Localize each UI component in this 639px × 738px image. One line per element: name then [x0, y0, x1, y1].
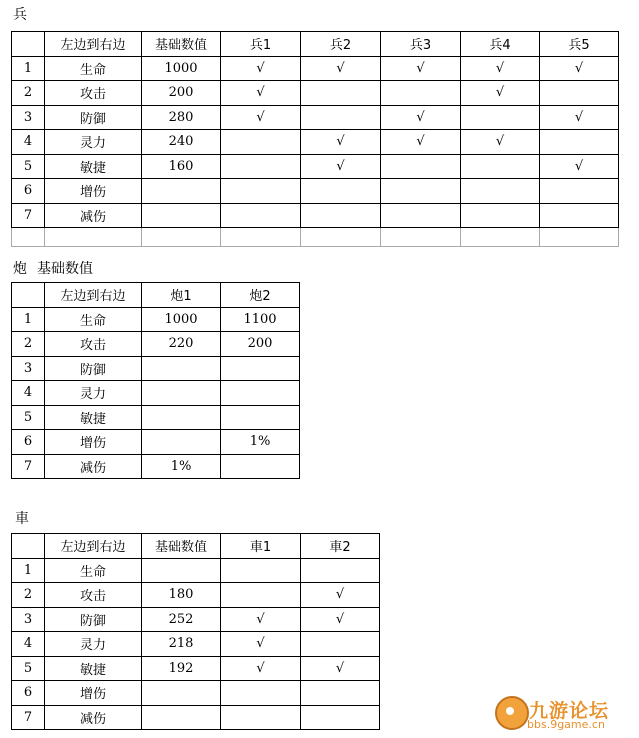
column-header: 兵2	[301, 32, 381, 57]
row-index: 4	[12, 381, 45, 406]
header-row	[12, 534, 380, 559]
table-cell: √	[221, 632, 301, 657]
table-cell: 1100	[221, 307, 300, 332]
table-cell	[461, 179, 540, 204]
row-label: 灵力	[45, 130, 142, 155]
table-cell	[540, 130, 619, 155]
row-label: 生命	[45, 56, 142, 81]
table-row	[12, 179, 619, 204]
table-cell	[142, 356, 221, 381]
table-row	[12, 583, 380, 608]
table-cell: √	[221, 656, 301, 681]
header-row	[12, 32, 619, 57]
table-cell	[221, 203, 301, 228]
table-cell	[142, 705, 221, 730]
table-row	[12, 430, 300, 455]
table-cell: √	[301, 583, 380, 608]
table-cell: 220	[142, 332, 221, 357]
table-cell: √	[381, 56, 461, 81]
row-label: 生命	[45, 558, 142, 583]
column-header: 兵1	[221, 32, 301, 57]
table-cell: √	[301, 56, 381, 81]
table-row	[12, 558, 380, 583]
row-index: 6	[12, 430, 45, 455]
table-cell: 180	[142, 583, 221, 608]
table-cell	[142, 179, 221, 204]
chariot-table	[11, 533, 380, 730]
row-index: 5	[12, 405, 45, 430]
row-label: 敏捷	[45, 154, 142, 179]
table-cell: √	[540, 56, 619, 81]
table-cell: √	[221, 56, 301, 81]
table-cell	[301, 632, 380, 657]
table-cell	[221, 454, 300, 479]
empty-cell	[12, 228, 45, 247]
table-cell	[142, 203, 221, 228]
table-cell	[142, 381, 221, 406]
row-index: 7	[12, 705, 45, 730]
empty-cell	[461, 228, 540, 247]
row-label: 攻击	[45, 332, 142, 357]
table-cell: √	[381, 130, 461, 155]
table-cell: 200	[142, 81, 221, 106]
column-header	[12, 534, 45, 559]
row-label: 减伤	[45, 203, 142, 228]
table-row	[12, 105, 619, 130]
row-label: 攻击	[45, 81, 142, 106]
column-header: 左边到右边	[45, 283, 142, 308]
table-cell: 1%	[142, 454, 221, 479]
table-row	[12, 130, 619, 155]
cannon-table	[11, 282, 300, 479]
table-cell	[540, 179, 619, 204]
column-header: 車1	[221, 534, 301, 559]
section2-subtitle: 基础数值	[37, 261, 93, 277]
column-header: 基础数值	[142, 534, 221, 559]
table-cell: 280	[142, 105, 221, 130]
table-cell: √	[381, 105, 461, 130]
table-cell	[301, 681, 380, 706]
header-row	[12, 283, 300, 308]
empty-cell	[221, 228, 301, 247]
row-index: 3	[12, 607, 45, 632]
watermark-name: 九游论坛	[529, 700, 610, 722]
row-index: 4	[12, 632, 45, 657]
column-header	[12, 32, 45, 57]
table-cell	[221, 130, 301, 155]
column-header: 基础数值	[142, 32, 221, 57]
mascot-icon	[495, 696, 529, 730]
table-cell: √	[301, 154, 381, 179]
table-cell	[221, 179, 301, 204]
column-header: 兵4	[461, 32, 540, 57]
table-row	[12, 356, 300, 381]
table-cell	[381, 203, 461, 228]
table-row	[12, 607, 380, 632]
table-row	[12, 81, 619, 106]
row-label: 减伤	[45, 454, 142, 479]
row-index: 3	[12, 356, 45, 381]
table-row	[12, 154, 619, 179]
table-cell: 218	[142, 632, 221, 657]
empty-cell	[301, 228, 381, 247]
empty-cell	[540, 228, 619, 247]
column-header: 左边到右边	[45, 534, 142, 559]
table-cell	[461, 154, 540, 179]
table-cell: 192	[142, 656, 221, 681]
soldier-table	[11, 31, 619, 247]
table-row	[12, 632, 380, 657]
row-index: 4	[12, 130, 45, 155]
table-cell: √	[221, 81, 301, 106]
section-title-cannon	[13, 261, 103, 277]
table-cell	[221, 405, 300, 430]
table-cell	[142, 681, 221, 706]
table-cell: √	[540, 105, 619, 130]
row-index: 2	[12, 583, 45, 608]
table-cell: 252	[142, 607, 221, 632]
row-index: 7	[12, 454, 45, 479]
column-header: 炮1	[142, 283, 221, 308]
table-cell	[142, 558, 221, 583]
table-row	[12, 656, 380, 681]
table-cell: √	[221, 105, 301, 130]
table-cell	[221, 154, 301, 179]
empty-row	[12, 228, 619, 247]
column-header: 車2	[301, 534, 380, 559]
row-index: 6	[12, 681, 45, 706]
table-cell	[301, 558, 380, 583]
row-label: 防御	[45, 105, 142, 130]
table-row	[12, 56, 619, 81]
row-index: 2	[12, 332, 45, 357]
table-cell: 1%	[221, 430, 300, 455]
table-row	[12, 705, 380, 730]
table-cell: 1000	[142, 56, 221, 81]
empty-cell	[142, 228, 221, 247]
table-cell: √	[461, 81, 540, 106]
table-cell	[461, 203, 540, 228]
table-row	[12, 381, 300, 406]
row-label: 敏捷	[45, 656, 142, 681]
column-header: 兵3	[381, 32, 461, 57]
empty-cell	[381, 228, 461, 247]
row-label: 增伤	[45, 430, 142, 455]
row-index: 1	[12, 558, 45, 583]
table-cell: √	[301, 607, 380, 632]
row-label: 生命	[45, 307, 142, 332]
table-cell	[301, 705, 380, 730]
section2-title: 炮	[13, 261, 27, 277]
column-header	[12, 283, 45, 308]
table-cell: √	[461, 56, 540, 81]
row-label: 防御	[45, 356, 142, 381]
watermark-logo	[495, 696, 635, 738]
table-cell	[540, 203, 619, 228]
table-row	[12, 454, 300, 479]
column-header: 左边到右边	[45, 32, 142, 57]
table-cell	[381, 154, 461, 179]
column-header: 炮2	[221, 283, 300, 308]
section-title-chariot	[15, 511, 39, 527]
empty-cell	[45, 228, 142, 247]
row-label: 灵力	[45, 381, 142, 406]
table-cell	[221, 705, 301, 730]
row-index: 5	[12, 656, 45, 681]
table-cell: √	[221, 607, 301, 632]
row-label: 灵力	[45, 632, 142, 657]
table-row	[12, 307, 300, 332]
section1-title: 兵	[13, 7, 27, 23]
section-title-soldier	[13, 7, 37, 23]
table-cell	[221, 681, 301, 706]
row-label: 防御	[45, 607, 142, 632]
table-cell: √	[301, 130, 381, 155]
column-header: 兵5	[540, 32, 619, 57]
table-cell	[221, 558, 301, 583]
table-cell: √	[301, 656, 380, 681]
row-index: 1	[12, 307, 45, 332]
table-cell	[540, 81, 619, 106]
table-cell	[221, 583, 301, 608]
table-row	[12, 332, 300, 357]
table-cell	[301, 179, 381, 204]
table-cell: 200	[221, 332, 300, 357]
row-label: 减伤	[45, 705, 142, 730]
row-index: 3	[12, 105, 45, 130]
table-cell	[301, 81, 381, 106]
table-cell: 1000	[142, 307, 221, 332]
table-cell	[301, 203, 381, 228]
table-cell	[142, 430, 221, 455]
section3-title: 車	[15, 511, 29, 527]
watermark-url: bbs.9game.cn	[527, 718, 605, 731]
table-cell	[381, 179, 461, 204]
row-label: 敏捷	[45, 405, 142, 430]
row-index: 7	[12, 203, 45, 228]
row-index: 5	[12, 154, 45, 179]
table-cell	[461, 105, 540, 130]
table-cell	[142, 405, 221, 430]
table-row	[12, 405, 300, 430]
row-label: 攻击	[45, 583, 142, 608]
row-label: 增伤	[45, 681, 142, 706]
table-cell	[221, 356, 300, 381]
row-index: 1	[12, 56, 45, 81]
table-cell	[381, 81, 461, 106]
table-cell: √	[540, 154, 619, 179]
table-cell	[221, 381, 300, 406]
table-row	[12, 681, 380, 706]
table-cell: 160	[142, 154, 221, 179]
table-cell: 240	[142, 130, 221, 155]
row-index: 2	[12, 81, 45, 106]
table-cell	[301, 105, 381, 130]
table-cell: √	[461, 130, 540, 155]
table-row	[12, 203, 619, 228]
row-label: 增伤	[45, 179, 142, 204]
row-index: 6	[12, 179, 45, 204]
